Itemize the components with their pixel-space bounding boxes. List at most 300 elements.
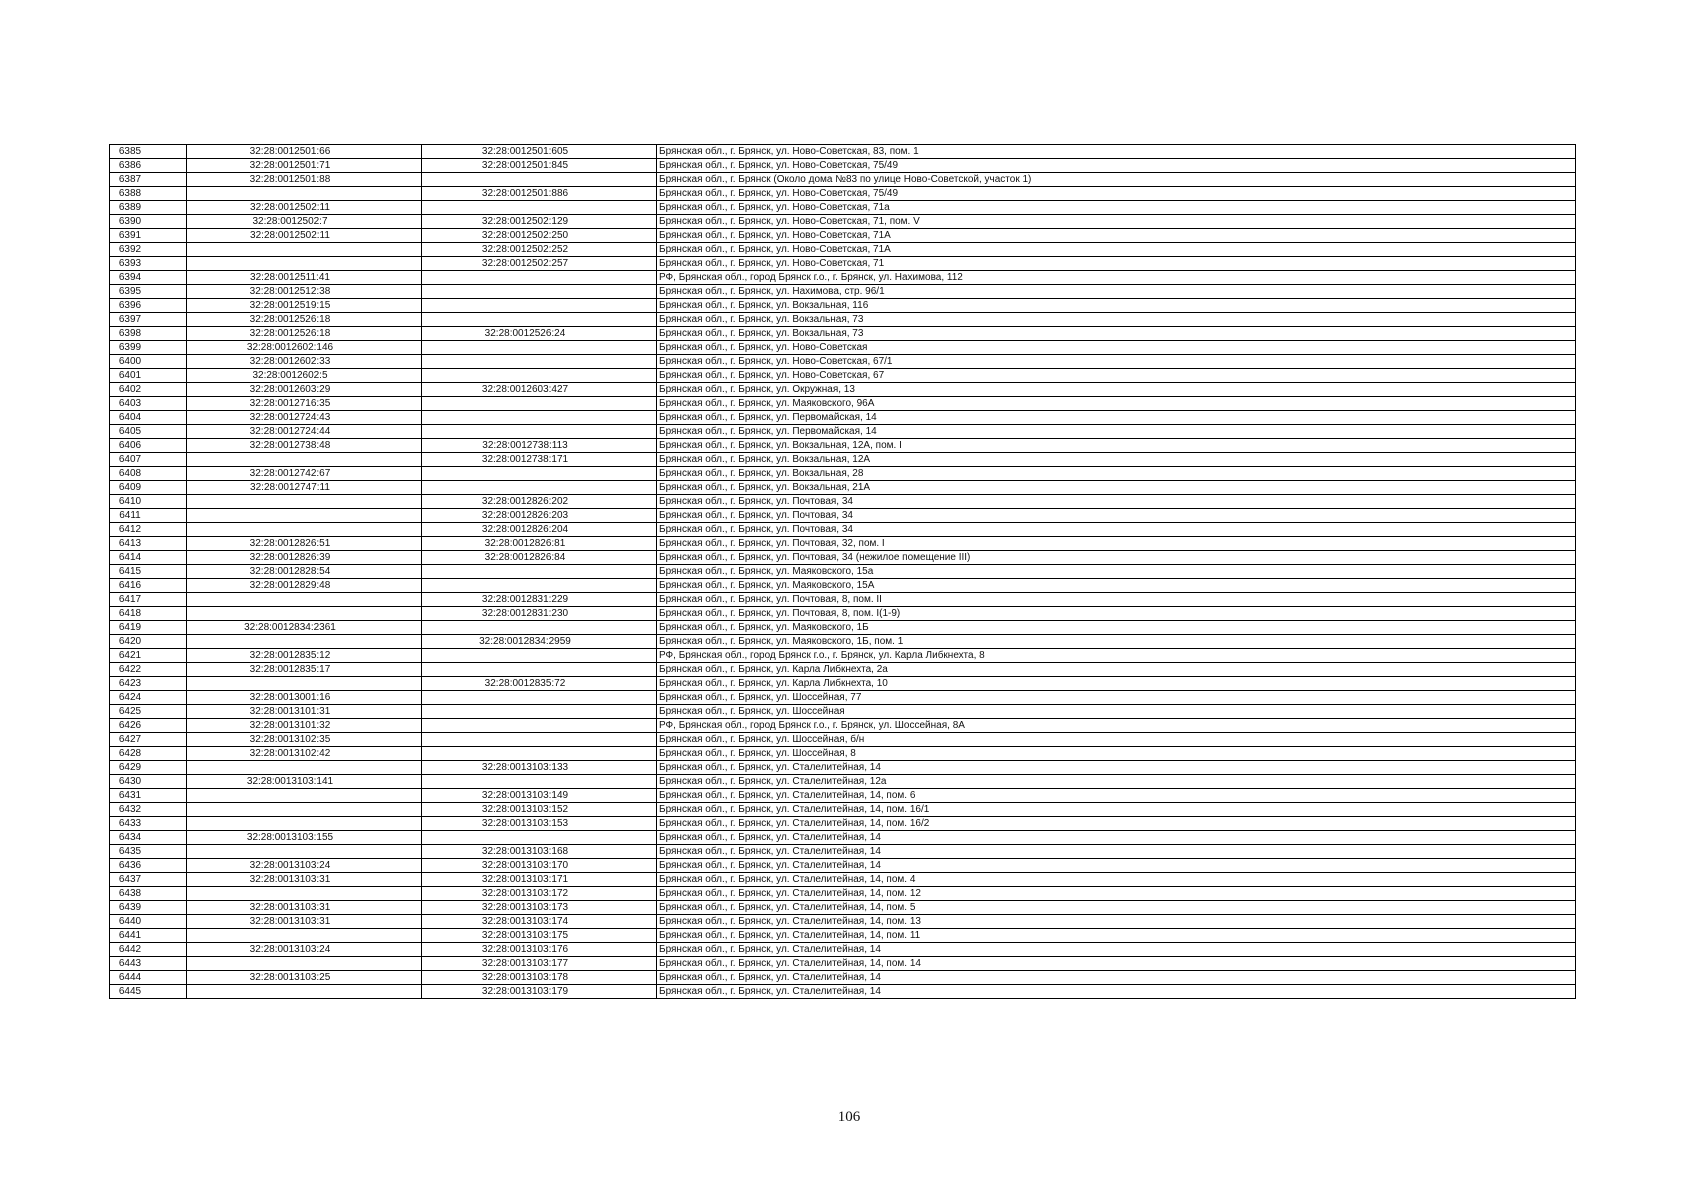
row-number-cell: 6434 (110, 831, 187, 845)
land-cadastral-number-cell: 32:28:0012747:11 (187, 481, 422, 495)
row-number-cell: 6387 (110, 173, 187, 187)
table-row (110, 971, 1576, 985)
object-cadastral-number-cell (422, 397, 657, 411)
row-number-cell: 6419 (110, 621, 187, 635)
table-row (110, 929, 1576, 943)
land-cadastral-number-cell (187, 495, 422, 509)
table-row (110, 957, 1576, 971)
table-row (110, 257, 1576, 271)
address-cell: Брянская обл., г. Брянск (Около дома №83 по улице Ново-Советской, участок 1) (657, 173, 1576, 187)
land-cadastral-number-cell (187, 677, 422, 691)
table-row (110, 481, 1576, 495)
object-cadastral-number-cell: 32:28:0012834:2959 (422, 635, 657, 649)
land-cadastral-number-cell: 32:28:0012742:67 (187, 467, 422, 481)
table-row (110, 803, 1576, 817)
address-cell: Брянская обл., г. Брянск, ул. Сталелитейная, 12а (657, 775, 1576, 789)
land-cadastral-number-cell: 32:28:0012724:43 (187, 411, 422, 425)
address-cell: Брянская обл., г. Брянск, ул. Почтовая, 34 (657, 509, 1576, 523)
address-cell: Брянская обл., г. Брянск, ул. Окружная, 13 (657, 383, 1576, 397)
land-cadastral-number-cell (187, 817, 422, 831)
address-cell: Брянская обл., г. Брянск, ул. Почтовая, 34 (нежилое помещение III) (657, 551, 1576, 565)
table-row (110, 285, 1576, 299)
land-cadastral-number-cell: 32:28:0012502:7 (187, 215, 422, 229)
table-row (110, 733, 1576, 747)
table-row (110, 243, 1576, 257)
object-cadastral-number-cell: 32:28:0013103:170 (422, 859, 657, 873)
table-row (110, 327, 1576, 341)
land-cadastral-number-cell (187, 929, 422, 943)
row-number-cell: 6395 (110, 285, 187, 299)
address-cell: Брянская обл., г. Брянск, ул. Ново-Советская, 67 (657, 369, 1576, 383)
address-cell: Брянская обл., г. Брянск, ул. Шоссейная, 8 (657, 747, 1576, 761)
table-row (110, 173, 1576, 187)
row-number-cell: 6409 (110, 481, 187, 495)
object-cadastral-number-cell: 32:28:0013103:168 (422, 845, 657, 859)
land-cadastral-number-cell: 32:28:0012724:44 (187, 425, 422, 439)
address-cell: РФ, Брянская обл., город Брянск г.о., г. Брянск, ул. Карла Либкнехта, 8 (657, 649, 1576, 663)
address-cell: Брянская обл., г. Брянск, ул. Ново-Советская (657, 341, 1576, 355)
row-number-cell: 6407 (110, 453, 187, 467)
row-number-cell: 6404 (110, 411, 187, 425)
table-row (110, 145, 1576, 159)
land-cadastral-number-cell (187, 985, 422, 999)
table-row (110, 159, 1576, 173)
address-cell: Брянская обл., г. Брянск, ул. Сталелитейная, 14 (657, 971, 1576, 985)
object-cadastral-number-cell (422, 733, 657, 747)
address-cell: Брянская обл., г. Брянск, ул. Маяковского, 15а (657, 565, 1576, 579)
address-cell: Брянская обл., г. Брянск, ул. Первомайская, 14 (657, 411, 1576, 425)
table-row (110, 719, 1576, 733)
land-cadastral-number-cell (187, 243, 422, 257)
land-cadastral-number-cell: 32:28:0013101:32 (187, 719, 422, 733)
object-cadastral-number-cell (422, 341, 657, 355)
address-cell: Брянская обл., г. Брянск, ул. Почтовая, 8, пом. I(1-9) (657, 607, 1576, 621)
page-number: 106 (837, 1109, 861, 1125)
object-cadastral-number-cell (422, 313, 657, 327)
row-number-cell: 6444 (110, 971, 187, 985)
object-cadastral-number-cell (422, 355, 657, 369)
row-number-cell: 6416 (110, 579, 187, 593)
object-cadastral-number-cell: 32:28:0012826:203 (422, 509, 657, 523)
land-cadastral-number-cell: 32:28:0012602:33 (187, 355, 422, 369)
object-cadastral-number-cell: 32:28:0013103:152 (422, 803, 657, 817)
land-cadastral-number-cell: 32:28:0012519:15 (187, 299, 422, 313)
table-row (110, 761, 1576, 775)
land-cadastral-number-cell (187, 887, 422, 901)
table-row (110, 943, 1576, 957)
row-number-cell: 6429 (110, 761, 187, 775)
land-cadastral-number-cell: 32:28:0013001:16 (187, 691, 422, 705)
address-cell: Брянская обл., г. Брянск, ул. Шоссейная (657, 705, 1576, 719)
row-number-cell: 6398 (110, 327, 187, 341)
object-cadastral-number-cell (422, 719, 657, 733)
land-cadastral-number-cell (187, 187, 422, 201)
table-row (110, 817, 1576, 831)
row-number-cell: 6418 (110, 607, 187, 621)
land-cadastral-number-cell (187, 453, 422, 467)
object-cadastral-number-cell (422, 425, 657, 439)
object-cadastral-number-cell: 32:28:0012738:171 (422, 453, 657, 467)
table-row (110, 341, 1576, 355)
table-row (110, 411, 1576, 425)
property-registry-table (109, 144, 1576, 999)
row-number-cell: 6394 (110, 271, 187, 285)
table-row (110, 229, 1576, 243)
address-cell: Брянская обл., г. Брянск, ул. Почтовая, 8, пом. II (657, 593, 1576, 607)
land-cadastral-number-cell: 32:28:0013102:35 (187, 733, 422, 747)
table-row (110, 467, 1576, 481)
address-cell: Брянская обл., г. Брянск, ул. Сталелитейная, 14, пом. 5 (657, 901, 1576, 915)
address-cell: Брянская обл., г. Брянск, ул. Вокзальная, 28 (657, 467, 1576, 481)
table-row (110, 859, 1576, 873)
land-cadastral-number-cell: 32:28:0012526:18 (187, 327, 422, 341)
row-number-cell: 6430 (110, 775, 187, 789)
land-cadastral-number-cell: 32:28:0012835:17 (187, 663, 422, 677)
address-cell: Брянская обл., г. Брянск, ул. Нахимова, стр. 96/1 (657, 285, 1576, 299)
address-cell: Брянская обл., г. Брянск, ул. Вокзальная, 73 (657, 313, 1576, 327)
address-cell: Брянская обл., г. Брянск, ул. Сталелитейная, 14 (657, 859, 1576, 873)
table-row (110, 425, 1576, 439)
row-number-cell: 6439 (110, 901, 187, 915)
object-cadastral-number-cell: 32:28:0013103:172 (422, 887, 657, 901)
table-row (110, 649, 1576, 663)
object-cadastral-number-cell: 32:28:0012501:845 (422, 159, 657, 173)
land-cadastral-number-cell: 32:28:0012502:11 (187, 229, 422, 243)
address-cell: Брянская обл., г. Брянск, ул. Шоссейная, 77 (657, 691, 1576, 705)
table-row (110, 537, 1576, 551)
object-cadastral-number-cell (422, 565, 657, 579)
table-row (110, 355, 1576, 369)
table-row (110, 985, 1576, 999)
land-cadastral-number-cell: 32:28:0012526:18 (187, 313, 422, 327)
object-cadastral-number-cell: 32:28:0013103:153 (422, 817, 657, 831)
object-cadastral-number-cell (422, 411, 657, 425)
address-cell: Брянская обл., г. Брянск, ул. Сталелитейная, 14, пом. 13 (657, 915, 1576, 929)
table-row (110, 901, 1576, 915)
object-cadastral-number-cell: 32:28:0012831:230 (422, 607, 657, 621)
land-cadastral-number-cell: 32:28:0013103:24 (187, 859, 422, 873)
table-row (110, 551, 1576, 565)
object-cadastral-number-cell (422, 271, 657, 285)
row-number-cell: 6415 (110, 565, 187, 579)
address-cell: Брянская обл., г. Брянск, ул. Сталелитейная, 14 (657, 761, 1576, 775)
object-cadastral-number-cell: 32:28:0013103:178 (422, 971, 657, 985)
address-cell: Брянская обл., г. Брянск, ул. Сталелитейная, 14, пом. 16/1 (657, 803, 1576, 817)
address-cell: Брянская обл., г. Брянск, ул. Сталелитейная, 14, пом. 11 (657, 929, 1576, 943)
object-cadastral-number-cell: 32:28:0012501:605 (422, 145, 657, 159)
land-cadastral-number-cell: 32:28:0012834:2361 (187, 621, 422, 635)
table-row (110, 747, 1576, 761)
row-number-cell: 6408 (110, 467, 187, 481)
land-cadastral-number-cell (187, 803, 422, 817)
object-cadastral-number-cell (422, 691, 657, 705)
object-cadastral-number-cell (422, 481, 657, 495)
object-cadastral-number-cell: 32:28:0012826:84 (422, 551, 657, 565)
row-number-cell: 6401 (110, 369, 187, 383)
land-cadastral-number-cell: 32:28:0013103:31 (187, 901, 422, 915)
object-cadastral-number-cell (422, 831, 657, 845)
address-cell: Брянская обл., г. Брянск, ул. Ново-Советская, 71, пом. V (657, 215, 1576, 229)
row-number-cell: 6438 (110, 887, 187, 901)
land-cadastral-number-cell: 32:28:0012512:38 (187, 285, 422, 299)
table-row (110, 845, 1576, 859)
address-cell: Брянская обл., г. Брянск, ул. Ново-Советская, 71а (657, 201, 1576, 215)
table-row (110, 565, 1576, 579)
address-cell: Брянская обл., г. Брянск, ул. Сталелитейная, 14 (657, 943, 1576, 957)
table-row (110, 789, 1576, 803)
row-number-cell: 6391 (110, 229, 187, 243)
land-cadastral-number-cell: 32:28:0013103:155 (187, 831, 422, 845)
row-number-cell: 6440 (110, 915, 187, 929)
land-cadastral-number-cell: 32:28:0012738:48 (187, 439, 422, 453)
object-cadastral-number-cell: 32:28:0012502:252 (422, 243, 657, 257)
object-cadastral-number-cell (422, 579, 657, 593)
land-cadastral-number-cell: 32:28:0012602:146 (187, 341, 422, 355)
object-cadastral-number-cell (422, 747, 657, 761)
object-cadastral-number-cell: 32:28:0012738:113 (422, 439, 657, 453)
object-cadastral-number-cell (422, 201, 657, 215)
address-cell: Брянская обл., г. Брянск, ул. Ново-Советская, 83, пом. 1 (657, 145, 1576, 159)
object-cadastral-number-cell: 32:28:0012502:250 (422, 229, 657, 243)
address-cell: Брянская обл., г. Брянск, ул. Сталелитейная, 14, пом. 6 (657, 789, 1576, 803)
object-cadastral-number-cell: 32:28:0012835:72 (422, 677, 657, 691)
object-cadastral-number-cell (422, 467, 657, 481)
address-cell: Брянская обл., г. Брянск, ул. Ново-Советская, 71А (657, 229, 1576, 243)
land-cadastral-number-cell: 32:28:0013103:31 (187, 915, 422, 929)
land-cadastral-number-cell: 32:28:0012501:71 (187, 159, 422, 173)
address-cell: Брянская обл., г. Брянск, ул. Карла Либкнехта, 10 (657, 677, 1576, 691)
table-row (110, 439, 1576, 453)
land-cadastral-number-cell (187, 635, 422, 649)
row-number-cell: 6436 (110, 859, 187, 873)
object-cadastral-number-cell: 32:28:0013103:175 (422, 929, 657, 943)
land-cadastral-number-cell: 32:28:0012502:11 (187, 201, 422, 215)
address-cell: Брянская обл., г. Брянск, ул. Ново-Советская, 71А (657, 243, 1576, 257)
address-cell: Брянская обл., г. Брянск, ул. Сталелитейная, 14 (657, 831, 1576, 845)
table-row (110, 383, 1576, 397)
table-row (110, 579, 1576, 593)
address-cell: Брянская обл., г. Брянск, ул. Вокзальная, 21А (657, 481, 1576, 495)
row-number-cell: 6405 (110, 425, 187, 439)
object-cadastral-number-cell: 32:28:0013103:173 (422, 901, 657, 915)
table-row (110, 607, 1576, 621)
table-row (110, 453, 1576, 467)
row-number-cell: 6388 (110, 187, 187, 201)
object-cadastral-number-cell: 32:28:0012826:204 (422, 523, 657, 537)
land-cadastral-number-cell (187, 593, 422, 607)
table-row (110, 831, 1576, 845)
object-cadastral-number-cell: 32:28:0012831:229 (422, 593, 657, 607)
table-row (110, 915, 1576, 929)
row-number-cell: 6400 (110, 355, 187, 369)
address-cell: Брянская обл., г. Брянск, ул. Сталелитейная, 14, пом. 14 (657, 957, 1576, 971)
row-number-cell: 6402 (110, 383, 187, 397)
object-cadastral-number-cell: 32:28:0012502:129 (422, 215, 657, 229)
object-cadastral-number-cell (422, 285, 657, 299)
land-cadastral-number-cell (187, 257, 422, 271)
object-cadastral-number-cell: 32:28:0013103:174 (422, 915, 657, 929)
table-row (110, 201, 1576, 215)
row-number-cell: 6403 (110, 397, 187, 411)
land-cadastral-number-cell (187, 523, 422, 537)
row-number-cell: 6445 (110, 985, 187, 999)
land-cadastral-number-cell: 32:28:0013103:31 (187, 873, 422, 887)
address-cell: Брянская обл., г. Брянск, ул. Сталелитейная, 14 (657, 985, 1576, 999)
table-row (110, 299, 1576, 313)
row-number-cell: 6426 (110, 719, 187, 733)
land-cadastral-number-cell (187, 761, 422, 775)
object-cadastral-number-cell (422, 663, 657, 677)
address-cell: Брянская обл., г. Брянск, ул. Маяковского, 96А (657, 397, 1576, 411)
row-number-cell: 6410 (110, 495, 187, 509)
land-cadastral-number-cell: 32:28:0012501:66 (187, 145, 422, 159)
table-row (110, 369, 1576, 383)
address-cell: Брянская обл., г. Брянск, ул. Маяковского, 1Б (657, 621, 1576, 635)
object-cadastral-number-cell: 32:28:0013103:179 (422, 985, 657, 999)
object-cadastral-number-cell (422, 621, 657, 635)
address-cell: Брянская обл., г. Брянск, ул. Маяковского, 15А (657, 579, 1576, 593)
address-cell: Брянская обл., г. Брянск, ул. Сталелитейная, 14, пом. 16/2 (657, 817, 1576, 831)
table-row (110, 187, 1576, 201)
row-number-cell: 6432 (110, 803, 187, 817)
land-cadastral-number-cell (187, 957, 422, 971)
row-number-cell: 6399 (110, 341, 187, 355)
object-cadastral-number-cell (422, 775, 657, 789)
table-row (110, 495, 1576, 509)
land-cadastral-number-cell: 32:28:0012829:48 (187, 579, 422, 593)
land-cadastral-number-cell: 32:28:0012511:41 (187, 271, 422, 285)
table-row (110, 873, 1576, 887)
land-cadastral-number-cell: 32:28:0012828:54 (187, 565, 422, 579)
object-cadastral-number-cell: 32:28:0012826:81 (422, 537, 657, 551)
row-number-cell: 6420 (110, 635, 187, 649)
address-cell: Брянская обл., г. Брянск, ул. Шоссейная, б/н (657, 733, 1576, 747)
address-cell: Брянская обл., г. Брянск, ул. Сталелитейная, 14, пом. 12 (657, 887, 1576, 901)
address-cell: Брянская обл., г. Брянск, ул. Сталелитейная, 14 (657, 845, 1576, 859)
row-number-cell: 6433 (110, 817, 187, 831)
row-number-cell: 6389 (110, 201, 187, 215)
row-number-cell: 6393 (110, 257, 187, 271)
row-number-cell: 6396 (110, 299, 187, 313)
row-number-cell: 6428 (110, 747, 187, 761)
table-row (110, 593, 1576, 607)
land-cadastral-number-cell (187, 607, 422, 621)
row-number-cell: 6443 (110, 957, 187, 971)
row-number-cell: 6424 (110, 691, 187, 705)
address-cell: Брянская обл., г. Брянск, ул. Вокзальная, 73 (657, 327, 1576, 341)
land-cadastral-number-cell: 32:28:0013103:24 (187, 943, 422, 957)
object-cadastral-number-cell (422, 173, 657, 187)
land-cadastral-number-cell (187, 845, 422, 859)
row-number-cell: 6422 (110, 663, 187, 677)
table-row (110, 663, 1576, 677)
table-row (110, 509, 1576, 523)
object-cadastral-number-cell: 32:28:0013103:177 (422, 957, 657, 971)
object-cadastral-number-cell: 32:28:0013103:176 (422, 943, 657, 957)
table-row (110, 523, 1576, 537)
row-number-cell: 6417 (110, 593, 187, 607)
land-cadastral-number-cell: 32:28:0013101:31 (187, 705, 422, 719)
object-cadastral-number-cell (422, 649, 657, 663)
land-cadastral-number-cell: 32:28:0013103:141 (187, 775, 422, 789)
table-row (110, 313, 1576, 327)
table-row (110, 271, 1576, 285)
land-cadastral-number-cell: 32:28:0012603:29 (187, 383, 422, 397)
table-row (110, 635, 1576, 649)
row-number-cell: 6431 (110, 789, 187, 803)
address-cell: Брянская обл., г. Брянск, ул. Ново-Советская, 75/49 (657, 187, 1576, 201)
table-row (110, 215, 1576, 229)
object-cadastral-number-cell: 32:28:0013103:149 (422, 789, 657, 803)
row-number-cell: 6412 (110, 523, 187, 537)
row-number-cell: 6390 (110, 215, 187, 229)
row-number-cell: 6397 (110, 313, 187, 327)
row-number-cell: 6427 (110, 733, 187, 747)
address-cell: Брянская обл., г. Брянск, ул. Ново-Советская, 67/1 (657, 355, 1576, 369)
address-cell: Брянская обл., г. Брянск, ул. Почтовая, 32, пом. I (657, 537, 1576, 551)
address-cell: Брянская обл., г. Брянск, ул. Вокзальная, 12А, пом. I (657, 439, 1576, 453)
row-number-cell: 6406 (110, 439, 187, 453)
object-cadastral-number-cell: 32:28:0012603:427 (422, 383, 657, 397)
land-cadastral-number-cell: 32:28:0012835:12 (187, 649, 422, 663)
address-cell: Брянская обл., г. Брянск, ул. Карла Либкнехта, 2а (657, 663, 1576, 677)
row-number-cell: 6411 (110, 509, 187, 523)
land-cadastral-number-cell: 32:28:0012716:35 (187, 397, 422, 411)
row-number-cell: 6442 (110, 943, 187, 957)
row-number-cell: 6425 (110, 705, 187, 719)
land-cadastral-number-cell: 32:28:0012602:5 (187, 369, 422, 383)
object-cadastral-number-cell (422, 299, 657, 313)
row-number-cell: 6437 (110, 873, 187, 887)
land-cadastral-number-cell: 32:28:0012826:51 (187, 537, 422, 551)
table-row (110, 677, 1576, 691)
table-row (110, 621, 1576, 635)
address-cell: Брянская обл., г. Брянск, ул. Почтовая, 34 (657, 523, 1576, 537)
address-cell: Брянская обл., г. Брянск, ул. Вокзальная, 12А (657, 453, 1576, 467)
land-cadastral-number-cell: 32:28:0012501:88 (187, 173, 422, 187)
land-cadastral-number-cell: 32:28:0013102:42 (187, 747, 422, 761)
table-row (110, 691, 1576, 705)
row-number-cell: 6385 (110, 145, 187, 159)
object-cadastral-number-cell (422, 705, 657, 719)
object-cadastral-number-cell: 32:28:0012502:257 (422, 257, 657, 271)
land-cadastral-number-cell: 32:28:0012826:39 (187, 551, 422, 565)
address-cell: Брянская обл., г. Брянск, ул. Ново-Советская, 71 (657, 257, 1576, 271)
address-cell: РФ, Брянская обл., город Брянск г.о., г. Брянск, ул. Шоссейная, 8А (657, 719, 1576, 733)
land-cadastral-number-cell (187, 509, 422, 523)
row-number-cell: 6414 (110, 551, 187, 565)
row-number-cell: 6435 (110, 845, 187, 859)
row-number-cell: 6421 (110, 649, 187, 663)
table-row (110, 775, 1576, 789)
land-cadastral-number-cell: 32:28:0013103:25 (187, 971, 422, 985)
row-number-cell: 6441 (110, 929, 187, 943)
table-row (110, 397, 1576, 411)
table-row (110, 887, 1576, 901)
object-cadastral-number-cell: 32:28:0013103:171 (422, 873, 657, 887)
address-cell: Брянская обл., г. Брянск, ул. Сталелитейная, 14, пом. 4 (657, 873, 1576, 887)
object-cadastral-number-cell: 32:28:0012826:202 (422, 495, 657, 509)
address-cell: Брянская обл., г. Брянск, ул. Маяковского, 1Б, пом. 1 (657, 635, 1576, 649)
address-cell: Брянская обл., г. Брянск, ул. Почтовая, 34 (657, 495, 1576, 509)
address-cell: РФ, Брянская обл., город Брянск г.о., г. Брянск, ул. Нахимова, 112 (657, 271, 1576, 285)
registry-table-body (110, 145, 1576, 999)
row-number-cell: 6413 (110, 537, 187, 551)
object-cadastral-number-cell: 32:28:0012501:886 (422, 187, 657, 201)
land-cadastral-number-cell (187, 789, 422, 803)
object-cadastral-number-cell (422, 369, 657, 383)
table-row (110, 705, 1576, 719)
